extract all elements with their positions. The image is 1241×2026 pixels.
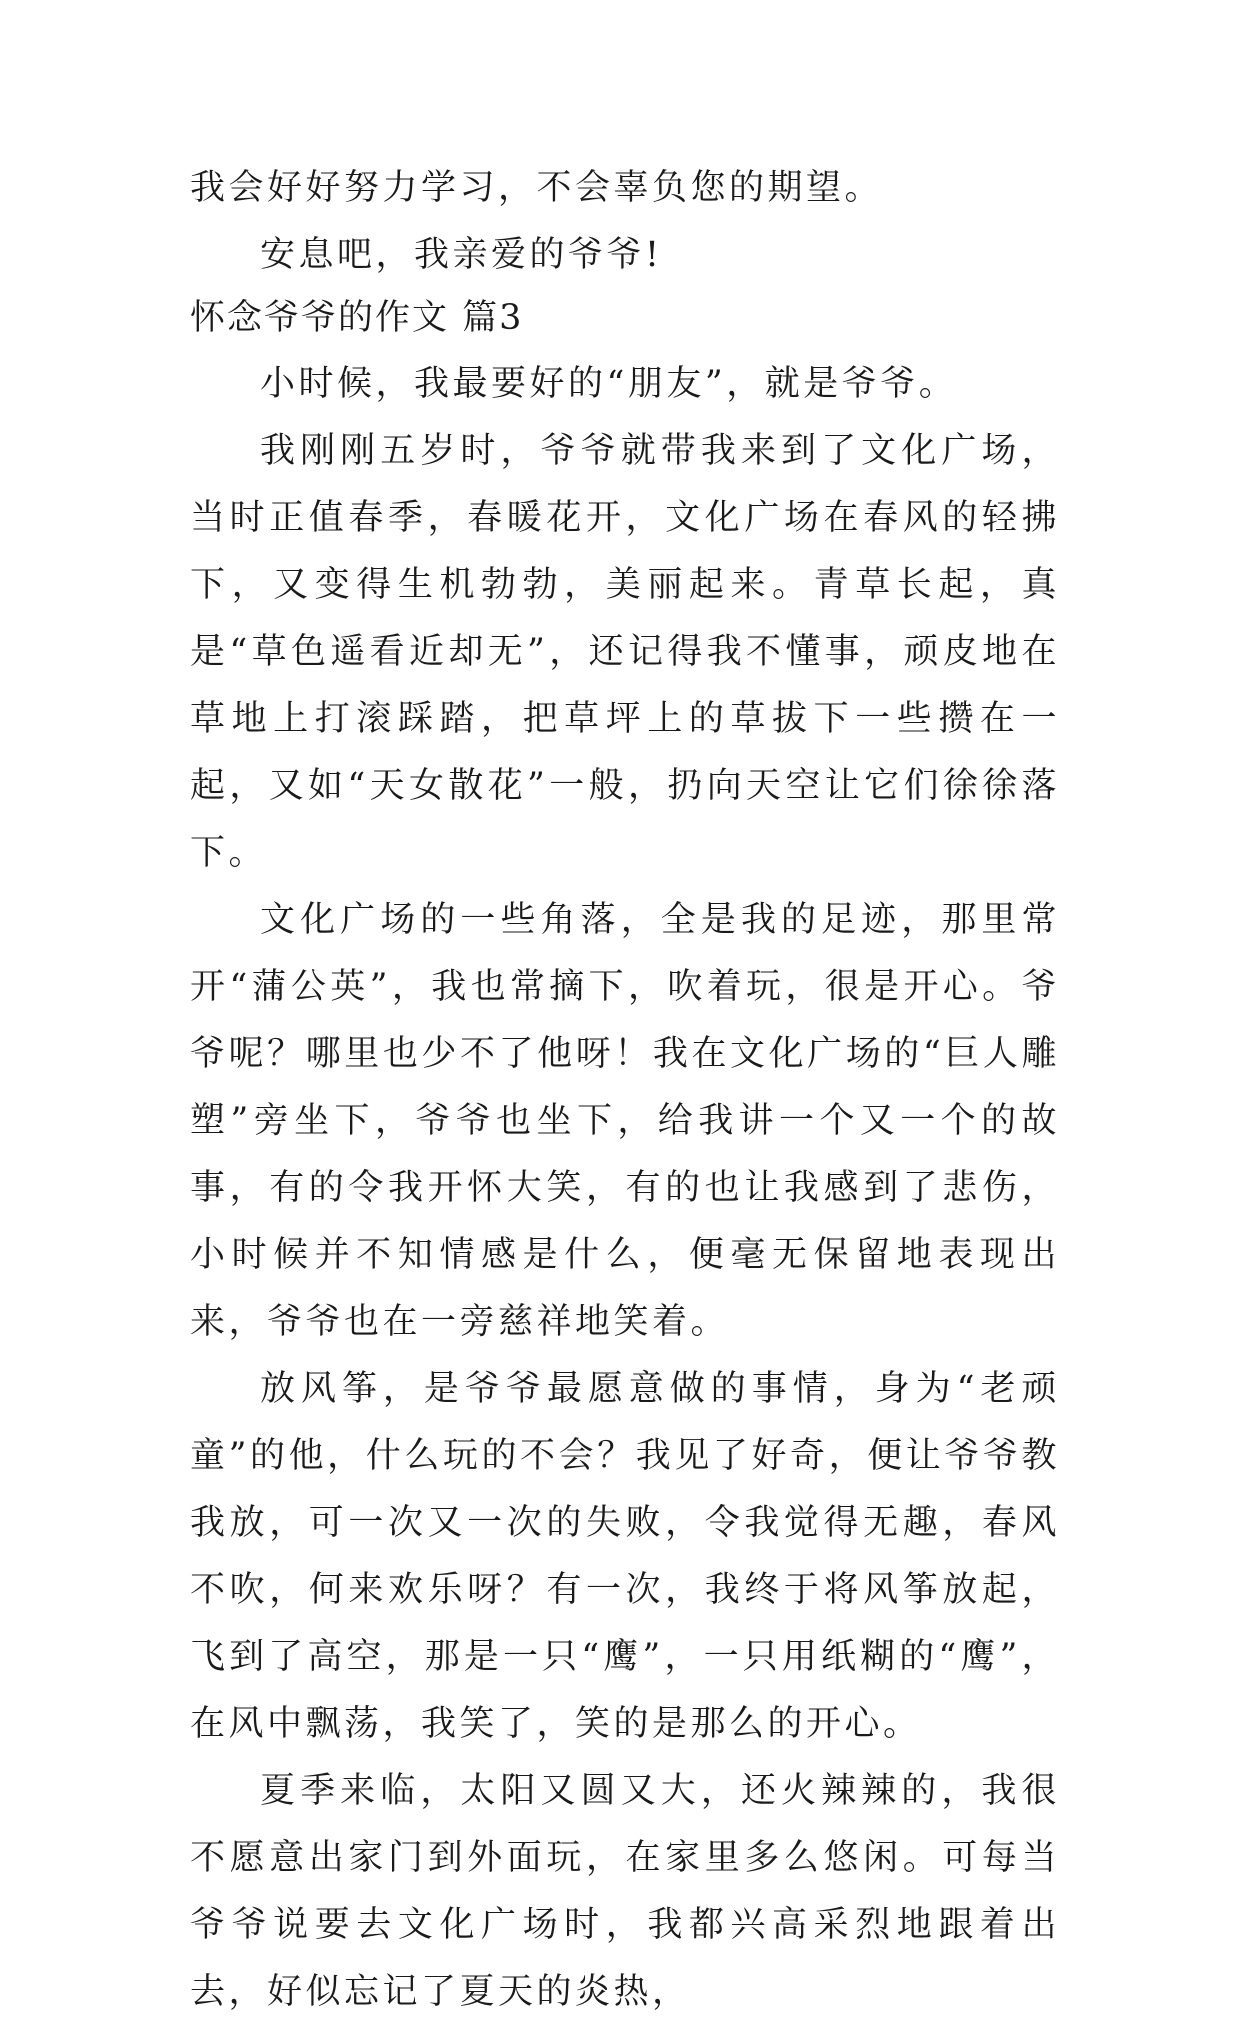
section-heading: 怀念爷爷的作文 篇3 bbox=[190, 298, 524, 338]
section-paragraph-1: 小时候，我最要好的“朋友”，就是爷爷。 bbox=[260, 364, 958, 404]
section-paragraph-3: 文化广场的一些角落，全是我的足迹，那里常开“蒲公英”，我也常摘下，吹着玩，很是开心。爷爷呢？哪里也少不了他呀！我在文化广场的“巨人雕塑”旁坐下，爷爷也坐下，给我讲一个又一个的故事，有的令我开怀大笑，有的也让我感到了悲伤，小时候并不知情感是什么，便毫无保留地表现出来，爷爷也在一旁慈祥地笑着。 bbox=[190, 900, 1060, 1342]
paragraph-closing-1: 我会好好努力学习，不会辜负您的期望。 bbox=[190, 168, 884, 208]
section-paragraph-2: 我刚刚五岁时，爷爷就带我来到了文化广场，当时正值春季，春暖花开，文化广场在春风的轻拂下，又变得生机勃勃，美丽起来。青草长起，真是“草色遥看近却无”，还记得我不懂事，顽皮地在草地上打滚踩踏，把草坪上的草拔下一些攒在一起，又如“天女散花”一般，扔向天空让它们徐徐落下。 bbox=[190, 431, 1060, 873]
section-paragraph-5: 夏季来临，太阳又圆又大，还火辣辣的，我很不愿意出家门到外面玩，在家里多么悠闲。可每当爷爷说要去文化广场时，我都兴高采烈地跟着出去，好似忘记了夏天的炎热， bbox=[190, 1771, 1060, 2012]
paragraph-closing-2: 安息吧，我亲爱的爷爷! bbox=[260, 235, 663, 275]
document-body bbox=[190, 155, 1060, 2026]
section-paragraph-4: 放风筝，是爷爷最愿意做的事情，身为“老顽童”的他，什么玩的不会？我见了好奇，便让爷爷教我放，可一次又一次的失败，令我觉得无趣，春风不吹，何来欢乐呀？有一次，我终于将风筝放起，飞到了高空，那是一只“鹰”，一只用纸糊的“鹰”，在风中飘荡，我笑了，笑的是那么的开心。 bbox=[190, 1369, 1060, 1744]
